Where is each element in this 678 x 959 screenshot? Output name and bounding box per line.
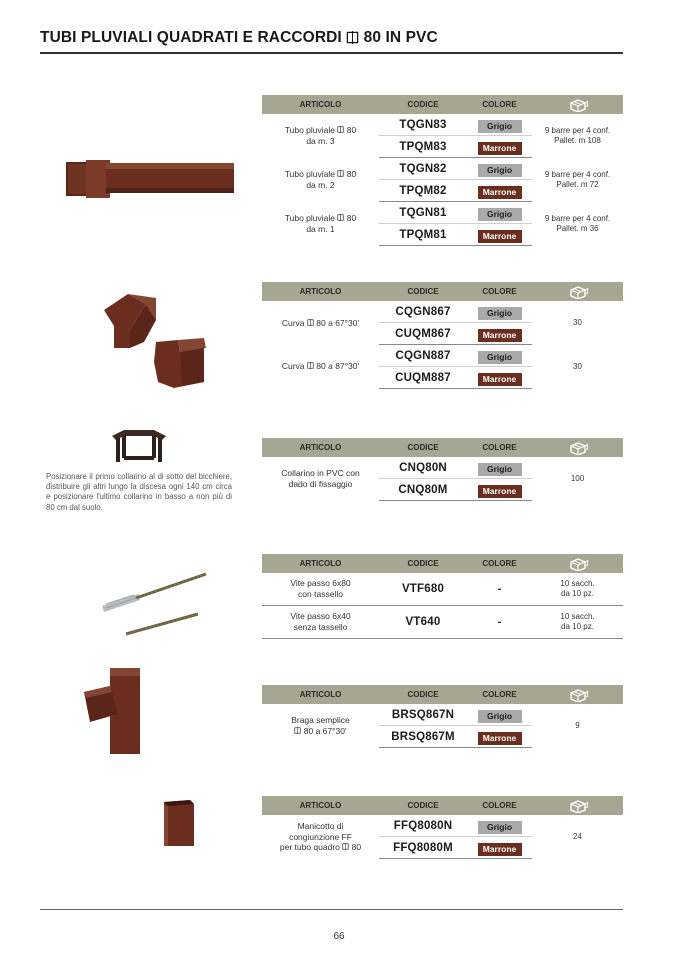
column-header-colore: COLORE	[467, 438, 532, 457]
column-header-colore: COLORE	[467, 685, 532, 704]
box-icon	[568, 557, 588, 571]
column-header-pack	[532, 95, 623, 114]
color-cell	[467, 224, 532, 246]
color-badge-grigio: Grigio	[478, 208, 522, 221]
color-badge-marrone: Marrone	[478, 329, 522, 342]
color-cell	[467, 136, 532, 158]
column-header-articolo: ARTICOLO	[262, 95, 379, 114]
color-badge-marrone: Marrone	[478, 843, 522, 856]
column-header-pack	[532, 554, 623, 573]
color-cell	[467, 815, 532, 837]
color-cell	[467, 114, 532, 136]
column-header-articolo: ARTICOLO	[262, 554, 379, 573]
column-header-codice: CODICE	[379, 554, 467, 573]
product-code: BRSQ867N	[379, 704, 467, 726]
column-header-codice: CODICE	[379, 685, 467, 704]
box-icon	[568, 98, 588, 112]
screws-table	[262, 554, 623, 639]
page-title-text: TUBI PLUVIALI QUADRATI E RACCORDI	[40, 29, 342, 46]
column-header-codice: CODICE	[379, 438, 467, 457]
column-header-codice: CODICE	[379, 282, 467, 301]
product-code: TPQM83	[379, 136, 467, 158]
coupling-table	[262, 796, 623, 859]
product-code: VT640	[379, 605, 467, 638]
box-icon	[568, 799, 588, 813]
square-diameter-icon	[337, 126, 344, 133]
box-icon	[568, 285, 588, 299]
square-diameter-icon	[294, 727, 301, 734]
downpipes-table	[262, 95, 623, 246]
color-cell	[467, 457, 532, 479]
color-cell	[467, 345, 532, 367]
color-cell	[467, 704, 532, 726]
article-description: Collarino in PVC con dado di fissaggio	[281, 468, 360, 489]
product-code: CQGN867	[379, 301, 467, 323]
color-cell	[467, 301, 532, 323]
article-description: Tubo pluviale 80 da m. 3	[284, 125, 357, 146]
column-header-articolo: ARTICOLO	[262, 282, 379, 301]
color-badge-grigio: Grigio	[478, 164, 522, 177]
square-diameter-icon	[337, 214, 344, 221]
product-code: TQGN83	[379, 114, 467, 136]
column-header-articolo: ARTICOLO	[262, 438, 379, 457]
square-diameter-icon	[342, 843, 349, 850]
column-header-pack	[532, 282, 623, 301]
packaging-info: 10 sacch. da 10 pz.	[532, 573, 623, 605]
color-cell: -	[467, 573, 532, 605]
square-diameter-icon	[307, 362, 314, 369]
product-code: FFQ8080M	[379, 837, 467, 859]
packaging-info: 10 sacch. da 10 pz.	[532, 605, 623, 638]
color-badge-marrone: Marrone	[478, 186, 522, 199]
square-diameter-icon	[337, 170, 344, 177]
article-description: Tubo pluviale 80 da m. 2	[284, 169, 357, 190]
article-description: Curva 80 a 67°30'	[281, 317, 360, 328]
column-header-pack	[532, 438, 623, 457]
product-code: CNQ80M	[379, 479, 467, 501]
packaging-info: 100	[570, 473, 585, 483]
color-cell	[467, 202, 532, 224]
column-header-colore: COLORE	[467, 554, 532, 573]
packaging-info: 9 barre per 4 conf. Pallet. m 36	[544, 213, 611, 233]
screws-image	[98, 568, 210, 640]
product-code: CQGN887	[379, 345, 467, 367]
packaging-info: 9	[575, 720, 580, 730]
box-icon	[568, 441, 588, 455]
article-description: Tubo pluviale 80 da m. 1	[284, 213, 357, 234]
column-header-codice: CODICE	[379, 796, 467, 815]
page-title	[40, 29, 438, 47]
color-badge-grigio: Grigio	[478, 821, 522, 834]
collar-table	[262, 438, 623, 501]
product-code: TPQM81	[379, 224, 467, 246]
coupling-image	[162, 798, 196, 848]
product-code: CUQM887	[379, 367, 467, 389]
color-cell: -	[467, 605, 532, 638]
collar-installation-note: Posizionare il primo collarino al di sotto del bicchiere, distribuire gli altri lungo la discesa ogni 140 cm circa e posizionare l'ultimo collarino in basso a non più di 80 cm dal suolo.	[46, 472, 232, 512]
square-diameter-icon	[346, 31, 359, 44]
color-badge-marrone: Marrone	[478, 142, 522, 155]
color-badge-grigio: Grigio	[478, 351, 522, 364]
product-code: CNQ80N	[379, 457, 467, 479]
color-badge-grigio: Grigio	[478, 307, 522, 320]
product-code: TQGN82	[379, 158, 467, 180]
elbow-bends-image	[100, 290, 212, 392]
color-badge-marrone: Marrone	[478, 373, 522, 386]
column-header-articolo: ARTICOLO	[262, 796, 379, 815]
color-cell	[467, 367, 532, 389]
color-badge-grigio: Grigio	[478, 463, 522, 476]
article-description: Vite passo 6x40 senza tassello	[262, 605, 379, 638]
column-header-pack	[532, 685, 623, 704]
article-description: Curva 80 a 87°30'	[281, 361, 360, 372]
packaging-info: 24	[573, 831, 582, 841]
product-code: CUQM867	[379, 323, 467, 345]
packaging-info: 30	[573, 361, 582, 371]
color-badge-grigio: Grigio	[478, 120, 522, 133]
product-code: BRSQ867M	[379, 726, 467, 748]
column-header-colore: COLORE	[467, 282, 532, 301]
color-cell	[467, 726, 532, 748]
article-description: Braga semplice 80 a 67°30'	[291, 715, 350, 736]
column-header-articolo: ARTICOLO	[262, 685, 379, 704]
product-code: TPQM82	[379, 180, 467, 202]
color-badge-marrone: Marrone	[478, 732, 522, 745]
color-cell	[467, 479, 532, 501]
box-icon	[568, 688, 588, 702]
branch-table	[262, 685, 623, 748]
product-code: TQGN81	[379, 202, 467, 224]
color-badge-marrone: Marrone	[478, 230, 522, 243]
square-downpipe-image	[66, 150, 234, 202]
product-code: FFQ8080N	[379, 815, 467, 837]
page-number: 66	[333, 931, 345, 942]
page-title-size: 80 IN PVC	[363, 29, 438, 46]
packaging-info: 30	[573, 317, 582, 327]
article-description: Vite passo 6x80 con tassello	[262, 573, 379, 605]
article-description: Manicotto di congiunzione FF per tubo quadro 80	[279, 821, 362, 852]
header-rule	[40, 52, 623, 54]
color-badge-marrone: Marrone	[478, 485, 522, 498]
packaging-info: 9 barre per 4 conf. Pallet. m 108	[544, 125, 611, 145]
column-header-codice: CODICE	[379, 95, 467, 114]
footer-rule	[40, 909, 623, 910]
color-cell	[467, 323, 532, 345]
color-cell	[467, 837, 532, 859]
elbows-table	[262, 282, 623, 389]
product-code: VTF680	[379, 573, 467, 605]
column-header-colore: COLORE	[467, 796, 532, 815]
square-diameter-icon	[307, 319, 314, 326]
color-cell	[467, 180, 532, 202]
branch-fitting-image	[82, 668, 144, 754]
color-cell	[467, 158, 532, 180]
packaging-info: 9 barre per 4 conf. Pallet. m 72	[544, 169, 611, 189]
collar-bracket-image	[108, 426, 170, 466]
color-badge-grigio: Grigio	[478, 710, 522, 723]
column-header-colore: COLORE	[467, 95, 532, 114]
column-header-pack	[532, 796, 623, 815]
